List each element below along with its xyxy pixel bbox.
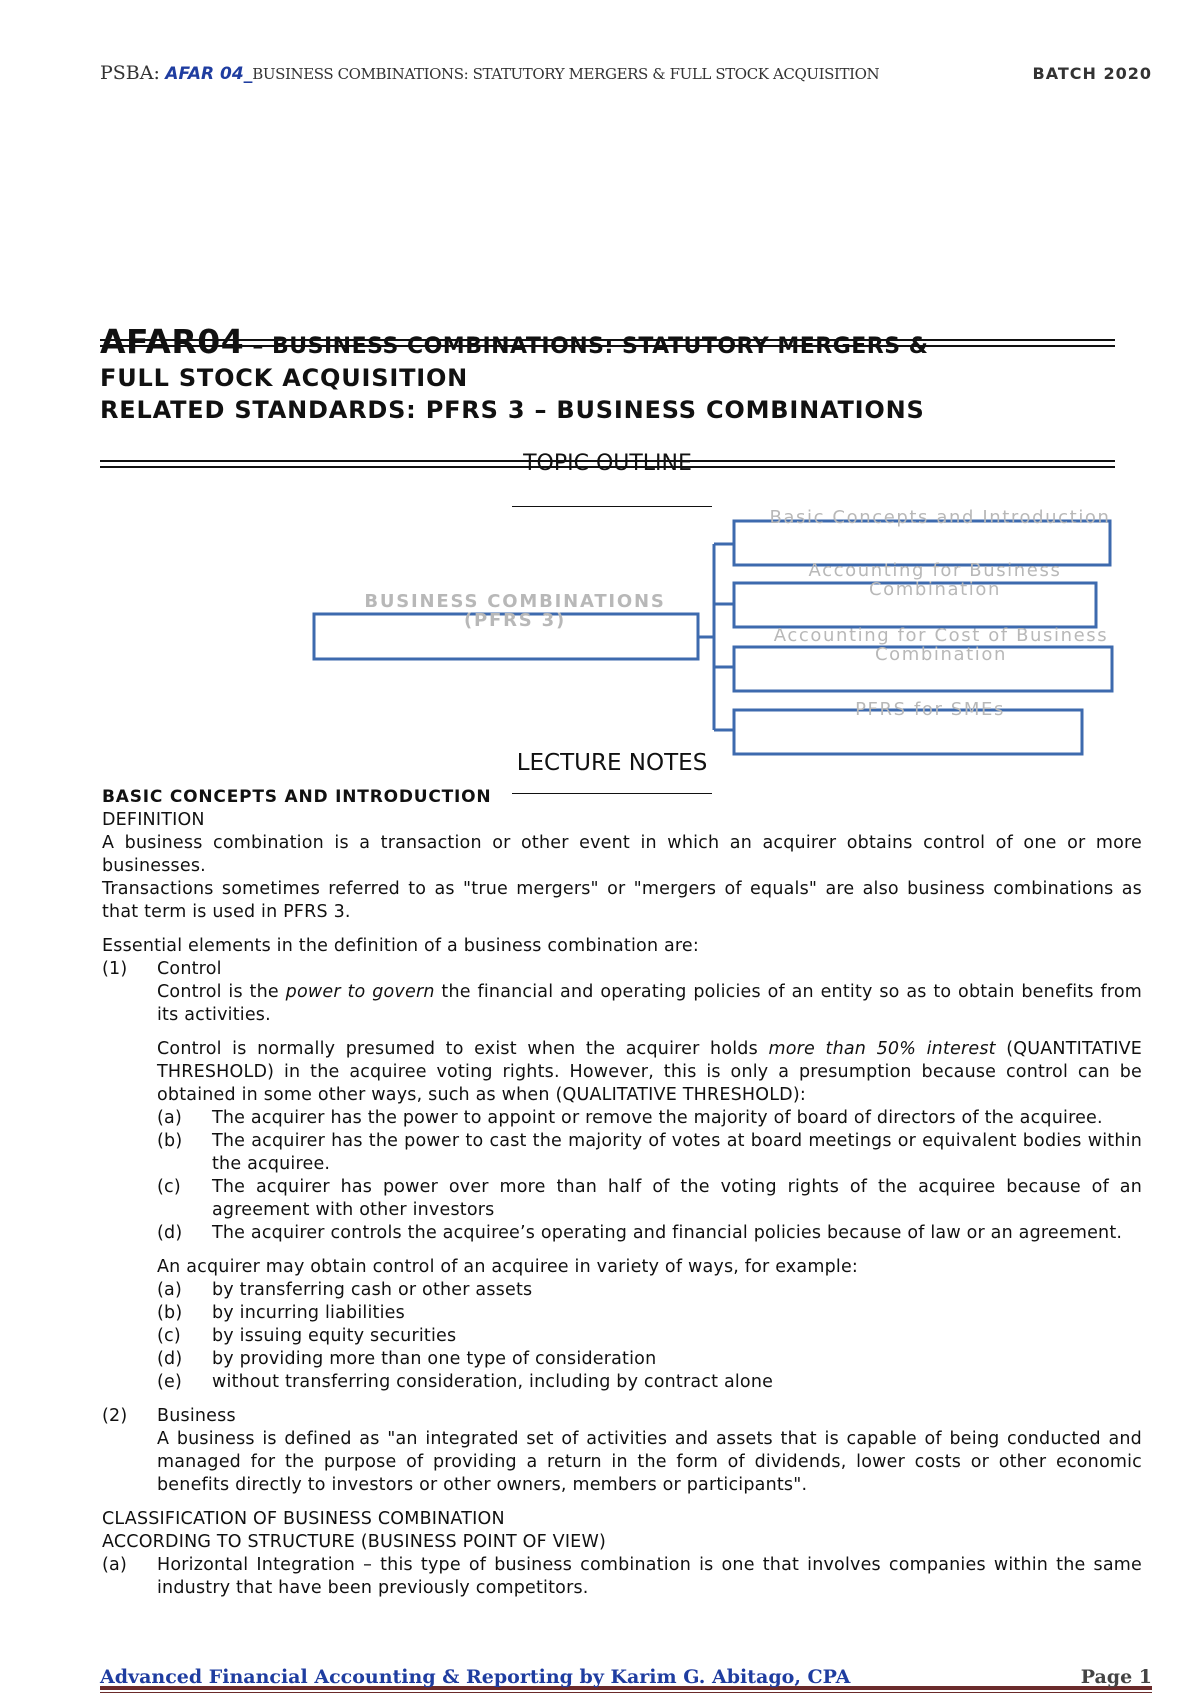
control-details	[157, 981, 1142, 1394]
element-label: (2)	[102, 1406, 128, 1426]
classification-heading: CLASSIFICATION OF BUSINESS COMBINATION	[102, 1509, 505, 1529]
list-item-label: (d)	[157, 1349, 183, 1369]
list-item	[157, 1130, 1142, 1176]
control-p2-emphasis: more than 50% interest	[768, 1039, 996, 1059]
list-item-text: by transferring cash or other assets	[212, 1280, 533, 1300]
element-control	[102, 958, 1142, 981]
branch-label-2: Accounting for Business Combination	[808, 560, 1062, 600]
definition-paragraph-1: A business combination is a transaction or other event in which an acquirer obtains control of one or more businesses.	[102, 833, 1142, 876]
footer-author: Advanced Financial Accounting & Reporting by Karim G. Abitago, CPA	[100, 1666, 851, 1688]
branch-label-3: Accounting for Cost of Business Combination	[773, 625, 1109, 665]
topic-outline-diagram	[0, 0, 1200, 780]
list-item	[157, 1222, 1142, 1245]
essential-elements-intro: Essential elements in the definition of a business combination are:	[102, 936, 699, 956]
list-item	[157, 1348, 1142, 1371]
element-title: Control	[157, 959, 222, 979]
control-p2-text-a: Control is normally presumed to exist when the acquirer holds	[157, 1039, 769, 1059]
list-item-label: (b)	[157, 1131, 183, 1151]
list-item	[157, 1302, 1142, 1325]
topic-outline-label: TOPIC OUTLINE	[523, 451, 692, 476]
list-item-text: by incurring liabilities	[212, 1303, 405, 1323]
branch-label-1: Basic Concepts and Introduction	[769, 507, 1111, 528]
list-item-label: (a)	[157, 1108, 182, 1128]
list-item-text: The acquirer controls the acquiree’s operating and financial policies because of law or an agreement.	[212, 1223, 1123, 1243]
list-item-label: (b)	[157, 1303, 183, 1323]
structure-heading: ACCORDING TO STRUCTURE (BUSINESS POINT OF VIEW)	[102, 1532, 606, 1552]
list-item-text: Horizontal Integration – this type of business combination is one that involves companies within the same industry that have been previously competitors.	[157, 1555, 1142, 1598]
footer-rule-thin	[100, 1692, 1152, 1693]
control-p1-text-b: the financial and operating policies of an entity so as to obtain benefits from its activities.	[157, 982, 1142, 1025]
list-item-label: (c)	[157, 1177, 181, 1197]
list-item	[102, 1554, 1142, 1600]
title-line-3: RELATED STANDARDS: PFRS 3 – BUSINESS COMBINATIONS	[100, 396, 925, 424]
control-p1-text-a: Control is the	[157, 982, 286, 1002]
list-item-label: (e)	[157, 1372, 183, 1392]
list-item-label: (a)	[157, 1280, 182, 1300]
list-item-text: by providing more than one type of consideration	[212, 1349, 657, 1369]
title-course-code: AFAR04	[100, 322, 245, 361]
title-line-2: FULL STOCK ACQUISITION	[100, 364, 469, 392]
section-heading-basic-concepts: BASIC CONCEPTS AND INTRODUCTION	[102, 787, 492, 807]
control-paragraph-2	[157, 1038, 1142, 1107]
lecture-content	[102, 786, 1142, 1600]
control-p2-text-b: (QUANTITATIVE THRESHOLD) in the acquiree voting rights. However, this is only a presumption because control can be obtained in some other ways, such as when (QUALITATIVE THRESHOLD):	[157, 1039, 1143, 1105]
list-item-label: (d)	[157, 1223, 183, 1243]
list-item	[157, 1107, 1142, 1130]
list-item	[157, 1325, 1142, 1348]
list-item-text: The acquirer has the power to cast the majority of votes at board meetings or equivalent bodies within the acquiree.	[212, 1131, 1142, 1174]
header-subject: BUSINESS COMBINATIONS: STATUTORY MERGERS & FULL STOCK ACQUISITION	[252, 65, 880, 83]
list-item-label: (c)	[157, 1326, 181, 1346]
header-batch: BATCH 2020	[1032, 64, 1152, 83]
definition-heading: DEFINITION	[102, 810, 205, 830]
list-item-label: (a)	[102, 1555, 127, 1575]
element-title: Business	[157, 1406, 236, 1426]
element-business	[102, 1405, 1142, 1428]
header-course-code: AFAR 04_	[165, 64, 253, 84]
page-footer	[100, 1666, 1152, 1688]
header-prefix: PSBA:	[100, 62, 160, 84]
ways-intro: An acquirer may obtain control of an acquiree in variety of ways, for example:	[157, 1257, 859, 1277]
list-item	[157, 1176, 1142, 1222]
element-label: (1)	[102, 959, 128, 979]
list-item-text: without transferring consideration, including by contract alone	[212, 1372, 774, 1392]
lecture-notes-label: LECTURE NOTES	[516, 750, 708, 776]
business-details	[157, 1428, 1142, 1497]
branch-label-4: PFRS for SMEs	[855, 699, 1005, 720]
list-item	[157, 1371, 1142, 1394]
control-paragraph-1	[157, 981, 1142, 1027]
definition-paragraph-2: Transactions sometimes referred to as "true mergers" or "mergers of equals" are also business combinations as that term is used in PFRS 3.	[102, 879, 1142, 922]
business-definition: A business is defined as "an integrated set of activities and assets that is capable of being conducted and managed for the purpose of providing a return in the form of dividends, lower costs or other economic benefits directly to investors or other owners, members or participants".	[157, 1429, 1142, 1495]
list-item-text: The acquirer has power over more than half of the voting rights of the acquiree because of an agreement with other investors	[212, 1177, 1142, 1220]
page-number: Page 1	[1080, 1666, 1152, 1688]
list-item-text: The acquirer has the power to appoint or remove the majority of board of directors of the acquiree.	[212, 1108, 1103, 1128]
list-item	[157, 1279, 1142, 1302]
list-item-text: by issuing equity securities	[212, 1326, 457, 1346]
title-line-1-rest: – BUSINESS COMBINATIONS: STATUTORY MERGERS &	[244, 334, 929, 359]
control-p1-emphasis: power to govern	[285, 982, 435, 1002]
root-node-label: BUSINESS COMBINATIONS (PFRS 3)	[364, 591, 666, 631]
